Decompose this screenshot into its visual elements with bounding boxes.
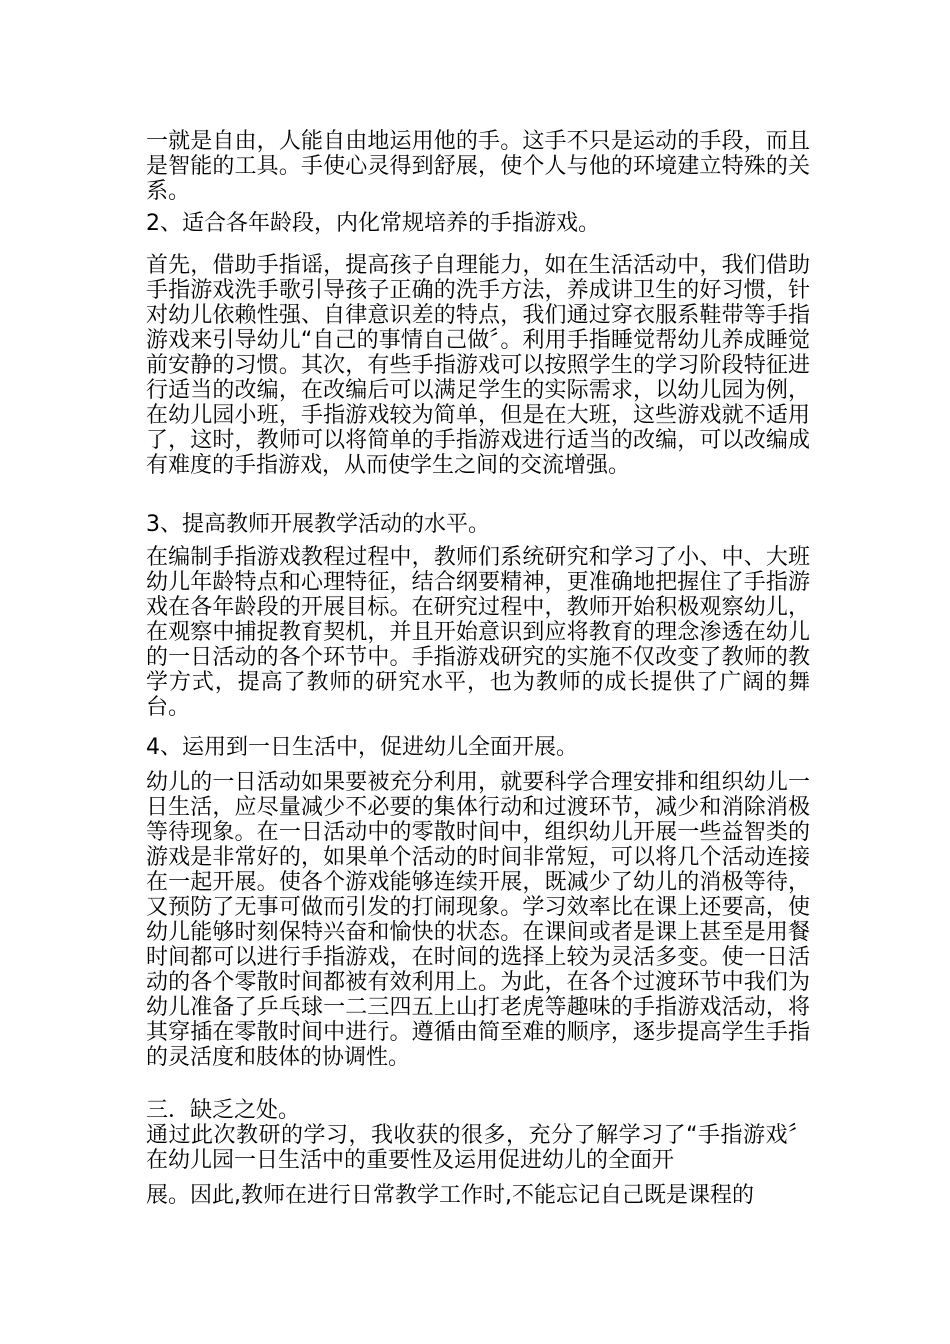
paragraph-daily-life: 幼儿的一日活动如果要被充分利用，就要科学合理安排和组织幼儿一日生活，应尽量减少不必要的集体行动和过渡环节，减少和消除消极等待现象。在一日活动中的零散时间中，组织幼儿开展一些益智类的游戏是非常好的，如果单个活动的时间非常短，可以将几个活动连接在一起开展。使各个游戏能够连续开展，既减少了幼儿的消极等待，又预防了无事可做而引发的打闹现象。学习效率比在课上还要高，使幼儿能够时刻保特兴奋和愉快的状态。在课间或者是课上甚至是用餐时间都可以进行手指游戏，在时间的选择上较为灵活多变。使一日活动的各个零散时间都被有效利用上。为此，在各个过渡环节中我们为幼儿准备了乒乓球一二三四五上山打老虎等趣味的手指游戏活动，将其穿插在零散时间中进行。遵循由简至难的顺序，逐步提高学生手指的灵活度和肢体的协调性。 xyxy=(146,770,810,1070)
paragraph-reflection-continued: 展。因此,教师在进行日常教学工作时,不能忘记自己既是课程的 xyxy=(146,1183,754,1208)
heading-section-3: 3、提高教师开展教学活动的水平。 xyxy=(146,512,490,537)
heading-section-4: 4、运用到一日生活中，促进幼儿全面开展。 xyxy=(146,735,578,760)
paragraph-routine-games: 首先，借助手指谣，提高孩子自理能力，如在生活活动中，我们借助手指游戏洗手歌引导孩子正确的洗手方法，养成讲卫生的好习惯，针对幼儿依赖性强、自律意识差的特点，我们通过穿衣服系鞋带等手指游戏来引导幼儿“自己的事情自己做〞。利用手指睡觉帮幼儿养成睡觉前安静的习惯。其次，有些手指游戏可以按照学生的学习阶段特征进行适当的改编，在改编后可以满足学生的实际需求，以幼儿园为例，在幼儿园小班，手指游戏较为简单，但是在大班，这些游戏就不适用了，这时，教师可以将简单的手指游戏进行适当的改编，可以改编成有难度的手指游戏，从而使学生之间的交流增强。 xyxy=(146,253,810,478)
paragraph-reflection: 通过此次教研的学习，我收获的很多，充分了解学习了“手指游戏〞在幼儿园一日生活中的重要性及运用促进幼儿的全面开 xyxy=(146,1123,810,1173)
paragraph-hand-freedom: 一就是自由，人能自由地运用他的手。这手不只是运动的手段，而且是智能的工具。手使心灵得到舒展，使个人与他的环境建立特殊的关系。 xyxy=(146,129,810,204)
paragraph-teacher-level: 在编制手指游戏教程过程中，教师们系统研究和学习了小、中、大班幼儿年龄特点和心理特征，结合纲要精神，更准确地把握住了手指游戏在各年龄段的开展目标。在研究过程中，教师开始积极观察幼儿，在观察中捕捉教育契机，并且开始意识到应将教育的理念渗透在幼儿的一日活动的各个环节中。手指游戏研究的实施不仅改变了教师的教学方式，提高了教师的研究水平，也为教师的成长提供了广阔的舞台。 xyxy=(146,545,810,720)
heading-shortcomings: 三．缺乏之处。 xyxy=(146,1098,301,1123)
heading-section-2: 2、适合各年龄段，内化常规培养的手指游戏。 xyxy=(146,211,600,236)
